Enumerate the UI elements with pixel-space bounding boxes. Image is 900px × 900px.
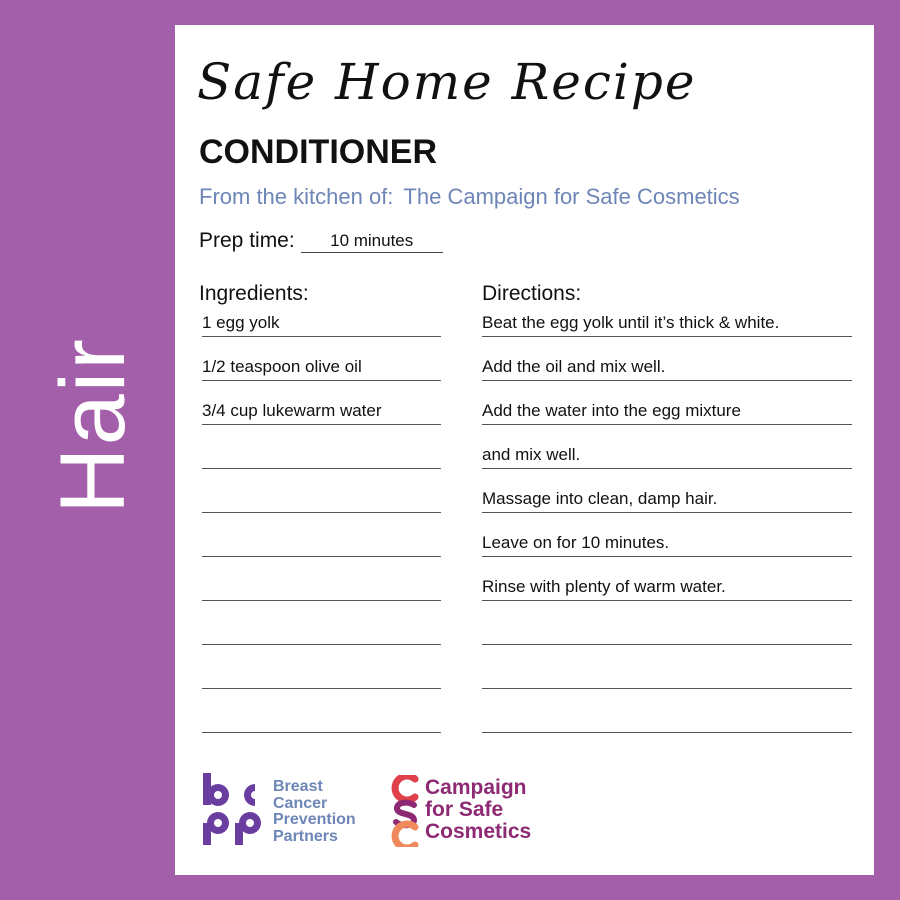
ingredient-line: [202, 439, 441, 469]
direction-line: Massage into clean, damp hair.: [482, 483, 852, 513]
recipe-title: Safe Home Recipe: [197, 53, 697, 111]
directions-list: [482, 307, 852, 747]
bcpp-line: Prevention: [273, 811, 356, 828]
logos: [203, 773, 853, 853]
ingredient-line: 1/2 teaspoon olive oil: [202, 351, 441, 381]
kitchen-line: [199, 184, 740, 210]
side-label-text: Hair: [41, 336, 144, 514]
csc-mark-icon: [389, 775, 423, 847]
recipe-subtitle: CONDITIONER: [199, 133, 437, 171]
direction-line: Leave on for 10 minutes.: [482, 527, 852, 557]
direction-line: Add the water into the egg mixture: [482, 395, 852, 425]
kitchen-label: From the kitchen of:: [199, 184, 394, 209]
bcpp-line: Partners: [273, 827, 338, 845]
kitchen-value: The Campaign for Safe Cosmetics: [403, 184, 740, 209]
ingredient-line: [202, 703, 441, 733]
ingredients-list: [202, 307, 441, 747]
csc-logo: [389, 775, 423, 852]
recipe-card: [175, 25, 874, 875]
bcpp-mark-icon: [203, 773, 269, 845]
csc-line: Campaign: [425, 776, 527, 799]
csc-wordmark: [425, 777, 531, 843]
direction-line: [482, 703, 852, 733]
direction-line: Add the oil and mix well.: [482, 351, 852, 381]
ingredient-line: [202, 483, 441, 513]
directions-heading: Directions:: [482, 282, 582, 305]
bcpp-wordmark: [273, 779, 356, 845]
csc-line: Cosmetics: [425, 820, 532, 843]
direction-line: and mix well.: [482, 439, 852, 469]
ingredient-line: [202, 659, 441, 689]
direction-line: Rinse with plenty of warm water.: [482, 571, 852, 601]
prep-label: Prep time:: [199, 229, 295, 252]
bcpp-line: Breast: [273, 778, 323, 795]
prep-value: 10 minutes: [301, 231, 443, 253]
bcpp-logo: [203, 773, 356, 850]
direction-line: [482, 615, 852, 645]
side-label: [28, 300, 158, 550]
ingredient-line: [202, 615, 441, 645]
direction-line: [482, 659, 852, 689]
ingredient-line: 1 egg yolk: [202, 307, 441, 337]
prep-time: [199, 229, 443, 253]
csc-line: for Safe: [425, 798, 504, 821]
bcpp-line: Cancer: [273, 794, 328, 812]
ingredient-line: [202, 527, 441, 557]
ingredients-heading: Ingredients:: [199, 282, 309, 305]
ingredient-line: [202, 571, 441, 601]
direction-line: Beat the egg yolk until it’s thick & white.: [482, 307, 852, 337]
ingredient-line: 3/4 cup lukewarm water: [202, 395, 441, 425]
